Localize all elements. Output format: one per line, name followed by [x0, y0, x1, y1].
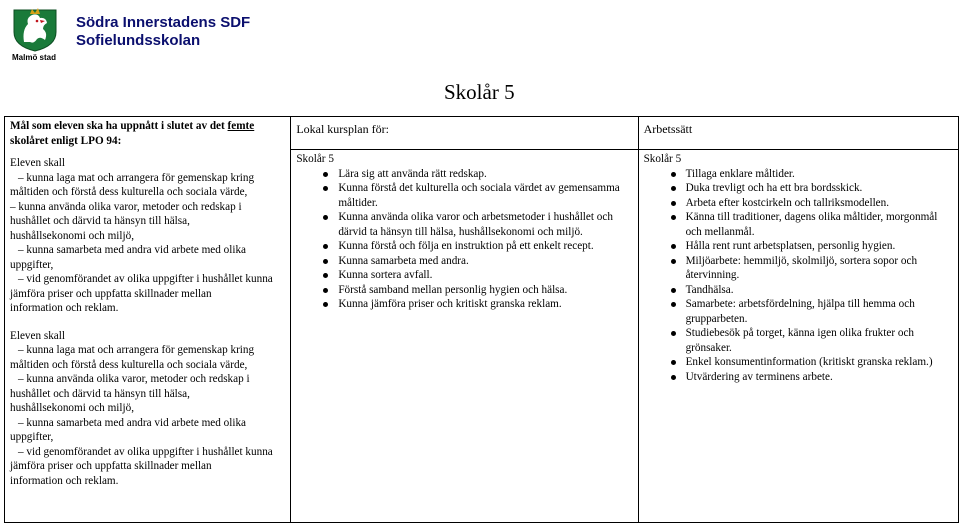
underlined-word: femte: [227, 120, 255, 132]
page-header: [10, 6, 410, 64]
list-item: Utvärdering av terminens arbete.: [686, 370, 953, 385]
curriculum-table: [4, 116, 959, 523]
list-item: Kunna samarbeta med andra.: [338, 254, 632, 269]
logo-caption: Malmö stad: [12, 53, 57, 62]
goals-heading: Mål som eleven ska ha uppnått i slutet av det femte skolåret enligt LPO 94:: [10, 120, 255, 147]
list-item: Kunna sortera avfall.: [338, 268, 632, 283]
goals-line: – kunna använda olika varor, metoder och redskap i: [10, 200, 242, 213]
list-item: Kunna förstå och följa en instruktion på ett enkelt recept.: [338, 239, 632, 254]
goals-line: hushållsekonomi och miljö,: [10, 229, 134, 242]
griffin-shield-icon: [10, 6, 60, 52]
organization-name: [76, 14, 250, 50]
methods-list: [644, 167, 953, 385]
list-item: Kunna använda olika varor och arbetsmetoder i hushållet och därvid ta hänsyn till hälsa, hushållsekonomi och miljö.: [338, 210, 632, 239]
list-item: Miljöarbete: hemmiljö, skolmiljö, sortera sopor och återvinning.: [686, 254, 953, 283]
goals-intro: Eleven skall: [10, 329, 65, 342]
methods-header: [638, 117, 958, 150]
methods-column: [638, 150, 958, 523]
goals-line: jämföra priser och uppfatta skillnader mellan: [10, 287, 212, 300]
list-item: Studiebesök på torget, känna igen olika frukter och grönsaker.: [686, 326, 953, 355]
goals-block-1: [10, 156, 285, 316]
local-syllabus-heading: Lokal kursplan för:: [296, 122, 389, 136]
page-title: Skolår 5: [444, 80, 515, 104]
goals-line: – kunna laga mat och arrangera för gemenskap kring: [18, 171, 255, 184]
goals-line: uppgifter,: [10, 431, 54, 443]
org-line-2: Sofielundsskolan: [76, 32, 201, 49]
goals-line: – kunna samarbeta med andra vid arbete med olika: [18, 244, 247, 256]
year-label: Skolår 5: [296, 153, 334, 165]
syllabus-list: [296, 167, 632, 312]
goals-block-2: [10, 329, 285, 489]
list-item: Samarbete: arbetsfördelning, hjälpa till hemma och grupparbeten.: [686, 297, 953, 326]
org-line-1: Södra Innerstadens SDF: [76, 14, 251, 31]
goals-line: – kunna använda olika varor, metoder och redskap i: [18, 373, 250, 385]
list-item: Kunna jämföra priser och kritiskt granska reklam.: [338, 297, 632, 312]
list-item: Tillaga enklare måltider.: [686, 167, 953, 182]
goals-line: jämföra priser och uppfatta skillnader mellan: [10, 460, 212, 472]
list-item: Kunna förstå det kulturella och sociala värdet av gemensamma måltider.: [338, 181, 632, 210]
list-item: Duka trevligt och ha ett bra bordsskick.: [686, 181, 953, 196]
goals-line: information och reklam.: [10, 474, 119, 487]
goals-line: – vid genomförandet av olika uppgifter i hushållet kunna: [18, 273, 273, 285]
list-item: Lära sig att använda rätt redskap.: [338, 167, 632, 182]
list-item: Enkel konsumentinformation (kritiskt granska reklam.): [686, 355, 953, 370]
list-item: Arbeta efter kostcirkeln och tallriksmodellen.: [686, 196, 953, 211]
goals-line: hushållet och därvid ta hänsyn till hälsa,: [10, 387, 190, 400]
goals-line: – kunna samarbeta med andra vid arbete med olika: [18, 416, 247, 429]
goals-intro: Eleven skall: [10, 157, 65, 169]
goals-column: [5, 117, 291, 523]
methods-heading: Arbetssätt: [643, 122, 693, 136]
year-label: Skolår 5: [643, 153, 682, 165]
table-header-row: [5, 117, 959, 150]
goals-line: måltiden och förstå dess kulturella och sociala värde,: [10, 186, 248, 198]
list-item: Känna till traditioner, dagens olika måltider, morgonmål och mellanmål.: [686, 210, 953, 239]
goals-line: – vid genomförandet av olika uppgifter i hushållet kunna: [18, 445, 273, 458]
goals-line: information och reklam.: [10, 302, 119, 314]
goals-line: måltiden och förstå dess kulturella och sociala värde,: [10, 358, 248, 371]
goals-line: – kunna laga mat och arrangera för gemenskap kring: [18, 344, 255, 356]
local-syllabus-column: [291, 150, 638, 523]
list-item: Tandhälsa.: [686, 283, 953, 298]
goals-line: hushållsekonomi och miljö,: [10, 402, 134, 414]
goals-line: hushållet och därvid ta hänsyn till hälsa,: [10, 215, 190, 227]
list-item: Hålla rent runt arbetsplatsen, personlig hygien.: [686, 239, 953, 254]
list-item: Förstå samband mellan personlig hygien och hälsa.: [338, 283, 632, 298]
goals-line: uppgifter,: [10, 258, 54, 271]
local-syllabus-header: [291, 117, 638, 150]
